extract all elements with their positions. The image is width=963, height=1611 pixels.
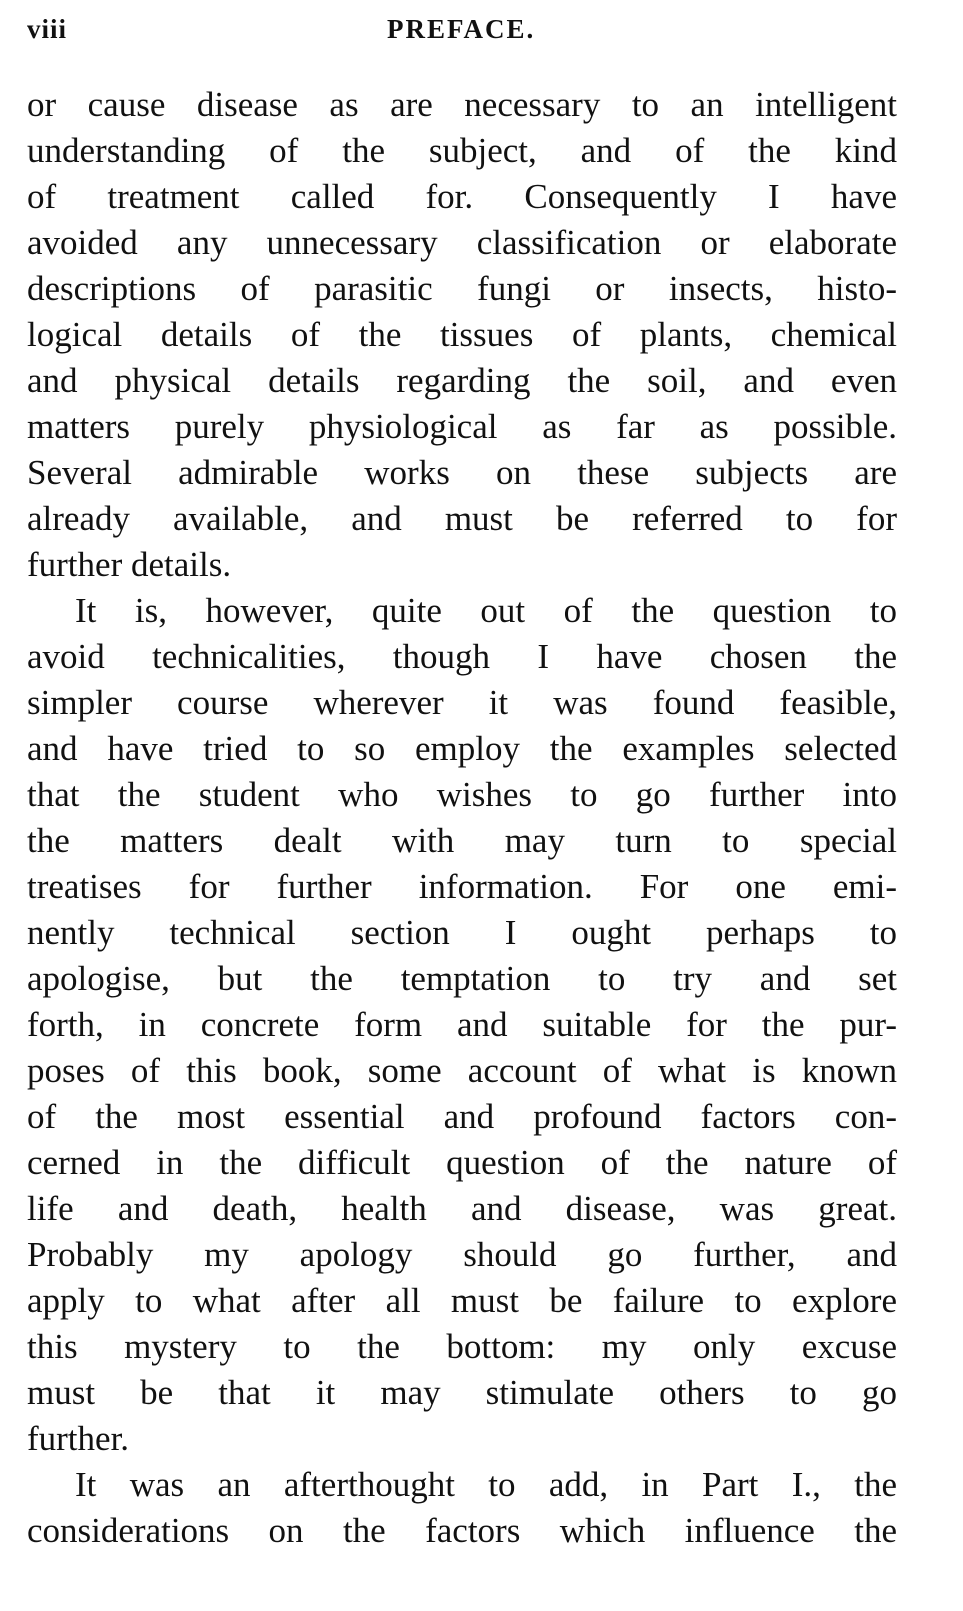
page-title: PREFACE. <box>387 14 536 44</box>
text-line: descriptions of parasitic fungi or insects, histo- <box>27 269 897 308</box>
text-line: already available, and must be referred to for <box>27 499 897 538</box>
text-line: poses of this book, some account of what is known <box>27 1051 897 1090</box>
running-head <box>27 14 897 54</box>
text-line: of the most essential and profound factors con- <box>27 1097 897 1136</box>
text-line: further details. <box>27 545 232 584</box>
text-line: must be that it may stimulate others to go <box>27 1373 897 1412</box>
page-number: viii <box>27 14 68 44</box>
text-line: and have tried to so employ the examples selected <box>27 729 897 768</box>
body-text <box>27 82 897 1554</box>
text-line: simpler course wherever it was found feasible, <box>27 683 897 722</box>
text-line: the matters dealt with may turn to special <box>27 821 897 860</box>
text-line: matters purely physiological as far as possible. <box>27 407 897 446</box>
text-line: apply to what after all must be failure to explore <box>27 1281 897 1320</box>
text-line: of treatment called for. Consequently I have <box>27 177 897 216</box>
text-line: It was an afterthought to add, in Part I., the <box>75 1465 897 1504</box>
text-line: further. <box>27 1419 130 1458</box>
text-line: logical details of the tissues of plants, chemical <box>27 315 897 354</box>
text-line: Several admirable works on these subjects are <box>27 453 897 492</box>
text-line: apologise, but the temptation to try and set <box>27 959 897 998</box>
text-line: Probably my apology should go further, and <box>27 1235 897 1274</box>
text-line: that the student who wishes to go further into <box>27 775 897 814</box>
text-line: nently technical section I ought perhaps to <box>27 913 897 952</box>
text-line: forth, in concrete form and suitable for the pur- <box>27 1005 897 1044</box>
text-line: life and death, health and disease, was great. <box>27 1189 897 1228</box>
text-line: and physical details regarding the soil, and even <box>27 361 897 400</box>
text-line: treatises for further information. For one emi- <box>27 867 897 906</box>
text-line: considerations on the factors which influence the <box>27 1511 897 1550</box>
text-line: cerned in the difficult question of the nature of <box>27 1143 897 1182</box>
text-line: avoid technicalities, though I have chosen the <box>27 637 897 676</box>
text-line: understanding of the subject, and of the kind <box>27 131 897 170</box>
text-line: this mystery to the bottom: my only excuse <box>27 1327 897 1366</box>
text-line: It is, however, quite out of the question to <box>75 591 897 630</box>
text-line: avoided any unnecessary classification or elaborate <box>27 223 897 262</box>
text-line: or cause disease as are necessary to an intelligent <box>27 85 897 124</box>
